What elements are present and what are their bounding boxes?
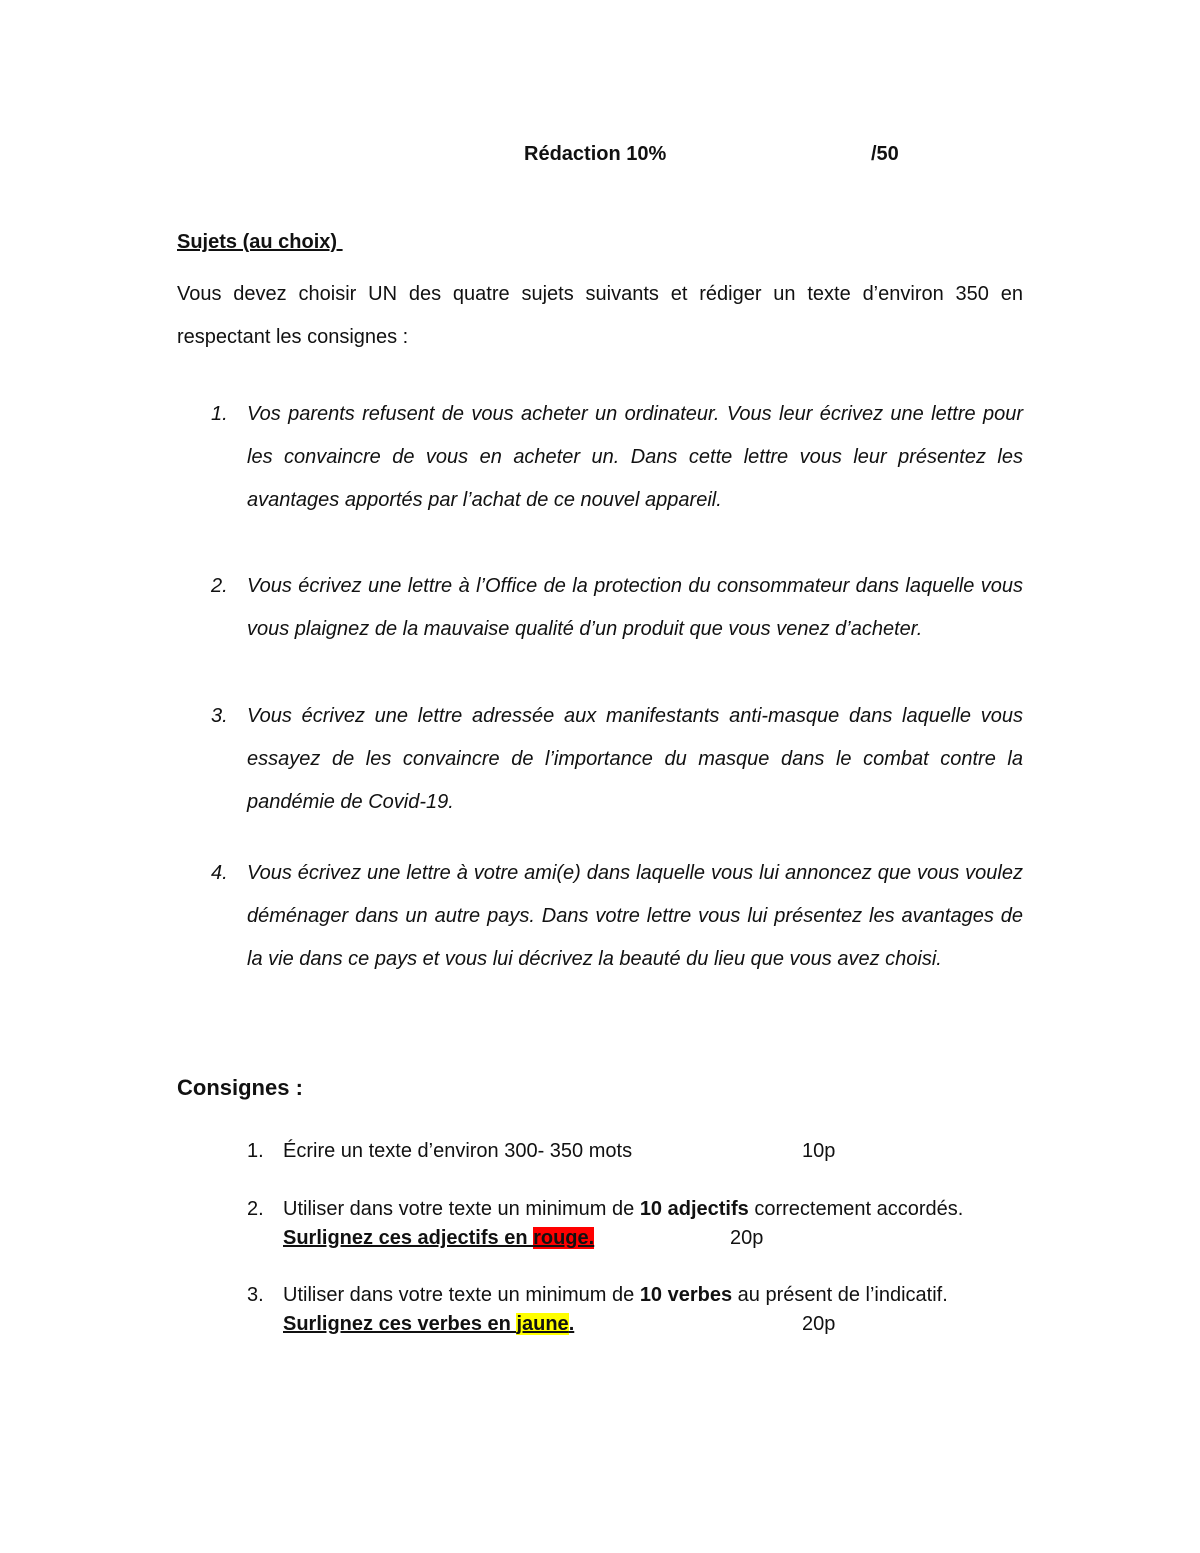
consigne-item	[177, 1195, 1023, 1253]
consigne-emphasis: 10 adjectifs	[639, 1198, 749, 1220]
consigne-emphasis: 10 verbes	[639, 1284, 733, 1306]
subject-number: 3.	[211, 705, 228, 727]
consigne-number: 1.	[247, 1140, 264, 1162]
score-total: /50	[871, 143, 899, 165]
highlight-instruction: Surlignez ces verbes en jaune.	[283, 1313, 575, 1335]
consigne-number: 3.	[247, 1284, 264, 1306]
consigne-points: 20p	[730, 1227, 764, 1249]
subject-item	[177, 695, 1023, 824]
document-title: Rédaction 10%	[524, 143, 667, 165]
subject-text: Vos parents refusent de vous acheter un ordinateur. Vous leur écrivez une lettre pour les convaincre de vous en acheter un. Dans cette lettre vous leur présentez les avantages apportés par l’achat de ce nouvel appareil.	[247, 403, 1023, 511]
subject-item	[177, 852, 1023, 981]
consigne-points: 20p	[802, 1313, 836, 1335]
subject-item	[177, 393, 1023, 522]
sujets-intro: Vous devez choisir UN des quatre sujets suivants et rédiger un texte d’environ 350 en respectant les consignes :	[177, 283, 1023, 348]
highlight-color-red: rouge.	[533, 1227, 595, 1249]
subject-number: 2.	[211, 575, 228, 597]
consignes-heading: Consignes :	[177, 1075, 303, 1100]
sujets-heading: Sujets (au choix)	[177, 231, 343, 253]
subject-item	[177, 565, 1023, 651]
consigne-item	[177, 1137, 1023, 1166]
consigne-number: 2.	[247, 1198, 264, 1220]
consigne-text: Écrire un texte d’environ 300- 350 mots	[283, 1140, 633, 1162]
highlight-instruction: Surlignez ces adjectifs en rouge.	[283, 1227, 595, 1249]
highlight-color-yellow: jaune	[516, 1313, 569, 1335]
subject-text: Vous écrivez une lettre adressée aux manifestants anti-masque dans laquelle vous essayez de les convaincre de l’importance du masque dans le combat contre la pandémie de Covid-19.	[247, 705, 1023, 813]
consigne-text: Utiliser dans votre texte un minimum de 10 verbes au présent de l’indicatif.	[283, 1284, 948, 1306]
subject-number: 1.	[211, 403, 228, 425]
consigne-points: 10p	[802, 1140, 836, 1162]
subject-number: 4.	[211, 862, 228, 884]
consigne-item	[177, 1281, 1023, 1339]
subject-text: Vous écrivez une lettre à l’Office de la protection du consommateur dans laquelle vous vous plaignez de la mauvaise qualité d’un produit que vous venez d’acheter.	[247, 575, 1023, 640]
consigne-text: Utiliser dans votre texte un minimum de 10 adjectifs correctement accordés.	[283, 1198, 964, 1220]
subject-text: Vous écrivez une lettre à votre ami(e) dans laquelle vous lui annoncez que vous voulez déménager dans un autre pays. Dans votre lettre vous lui présentez les avantages de la vie dans ce pays et vous lui décrivez la beauté du lieu que vous avez choisi.	[247, 862, 1023, 970]
